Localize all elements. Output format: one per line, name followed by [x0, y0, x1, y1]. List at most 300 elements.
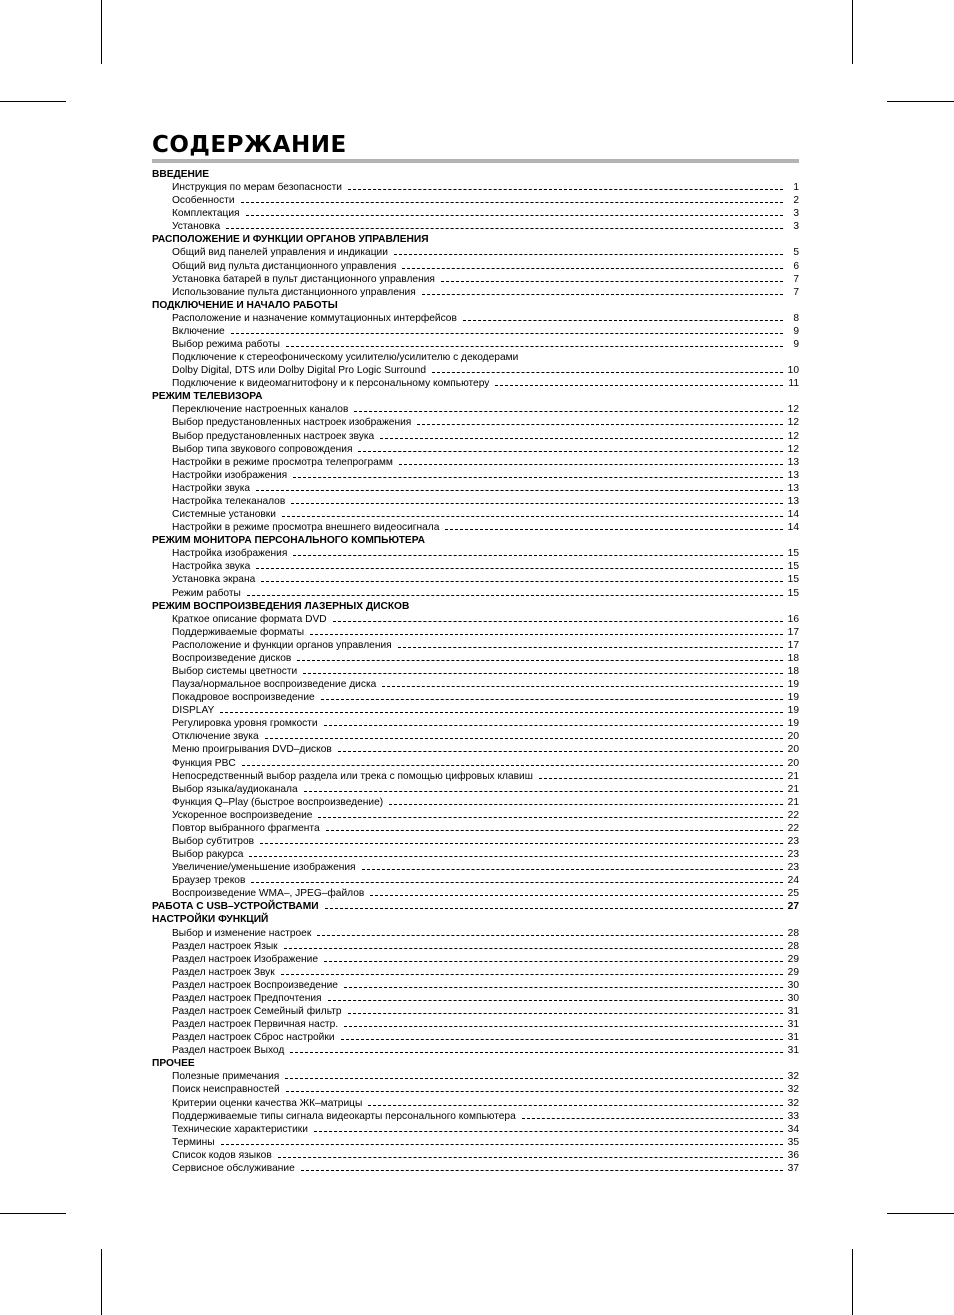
dot-leader [282, 516, 783, 517]
toc-page-number: 3 [793, 208, 799, 220]
toc-entry [152, 573, 799, 586]
toc-entry-title: Установка [172, 221, 221, 233]
toc-entry-title: Ускоренное воспроизведение [172, 809, 313, 821]
toc-page-number: 5 [793, 247, 799, 259]
toc-entry [152, 940, 799, 953]
toc-page-number: 21 [787, 796, 799, 808]
toc-entry [152, 351, 799, 364]
toc-page-number: 7 [793, 273, 799, 285]
toc-entry-title: Функция Q–Play (быстрое воспроизведение) [172, 796, 384, 808]
toc-page-number: 31 [787, 1019, 799, 1031]
toc-entry [152, 1110, 799, 1123]
toc-entry [152, 1097, 799, 1110]
dot-leader [291, 503, 783, 504]
toc-entry [152, 874, 799, 887]
toc-entry-title: Подключение к стереофоническому усилителю/усилителю с декодерами [172, 352, 519, 364]
toc-entry-title: Инструкция по мерам безопасности [172, 182, 342, 194]
toc-entry [152, 770, 799, 783]
toc-entry-title: Меню проигрывания DVD–дисков [172, 744, 332, 756]
toc-entry [152, 730, 799, 743]
toc-page-number: 32 [787, 1097, 799, 1109]
dot-leader [260, 843, 783, 844]
toc-page-number: 29 [787, 966, 799, 978]
dot-leader [242, 765, 783, 766]
toc-entry-title: Отключение звука [172, 731, 259, 743]
toc-page-number: 1 [793, 182, 799, 194]
toc-entry [152, 665, 799, 678]
toc-entry-title: Поддерживаемые форматы [172, 626, 305, 638]
toc-entry-title: Сервисное обслуживание [172, 1162, 295, 1174]
toc-entry-title: Подключение к видеомагнитофону и к персональному компьютеру [172, 378, 490, 390]
toc-page-number: 13 [787, 469, 799, 481]
dot-leader [389, 804, 783, 805]
toc-entry [152, 1149, 799, 1162]
toc-section-heading [152, 900, 799, 913]
dot-leader [286, 346, 783, 347]
toc-entry [152, 416, 799, 429]
toc-entry-title: Выбор предустановленных настроек изображения [172, 417, 412, 429]
crop-mark [101, 1249, 102, 1315]
toc-page-number: 17 [787, 639, 799, 651]
toc-entry [152, 220, 799, 233]
dot-leader [344, 1026, 783, 1027]
toc-entry [152, 953, 799, 966]
dot-leader [432, 372, 783, 373]
toc-entry-title: Раздел настроек Сброс настройки [172, 1032, 335, 1044]
toc-page-number: 32 [787, 1084, 799, 1096]
toc-section-heading [152, 600, 799, 613]
toc-entry [152, 430, 799, 443]
toc-page-number: 8 [793, 312, 799, 324]
crop-mark [0, 101, 66, 102]
toc-page-number: 15 [787, 587, 799, 599]
toc-page-number: 30 [787, 992, 799, 1004]
toc-entry [152, 966, 799, 979]
toc-page-number: 28 [787, 927, 799, 939]
toc-entry-title: Раздел настроек Первичная настр. [172, 1019, 339, 1031]
toc-entry-title: Раздел настроек Воспроизведение [172, 979, 338, 991]
toc-entry [152, 992, 799, 1005]
dot-leader [362, 869, 783, 870]
toc-page-number: 21 [787, 783, 799, 795]
toc-entry-title: Термины [172, 1136, 215, 1148]
toc-page-number: 11 [788, 378, 799, 390]
toc-entry [152, 796, 799, 809]
toc-entry [152, 469, 799, 482]
dot-leader [251, 882, 783, 883]
dot-leader [341, 1039, 783, 1040]
toc-entry-title: Установка экрана [172, 574, 256, 586]
toc-entry-title: Краткое описание формата DVD [172, 613, 327, 625]
dot-leader [304, 791, 783, 792]
toc-entry-title: Общий вид пульта дистанционного управления [172, 260, 397, 272]
dot-leader [314, 1131, 783, 1132]
dot-leader [338, 751, 783, 752]
dot-leader [463, 320, 783, 321]
toc-entry [152, 717, 799, 730]
toc-page-number: 13 [787, 456, 799, 468]
dot-leader [256, 568, 783, 569]
toc-entry-title: Выбор типа звукового сопровождения [172, 443, 353, 455]
toc-entry [152, 927, 799, 940]
toc-page-number: 14 [787, 522, 799, 534]
toc-page-number: 34 [787, 1123, 799, 1135]
toc-entry-title: Раздел настроек Предпочтения [172, 992, 322, 1004]
toc-entry [152, 338, 799, 351]
toc-entry-title: Раздел настроек Изображение [172, 953, 319, 965]
dot-leader [301, 1170, 783, 1171]
toc-entry [152, 639, 799, 652]
dot-leader [310, 634, 783, 635]
toc-entry-title: Выбор и изменение настроек [172, 927, 312, 939]
dot-leader [247, 595, 783, 596]
toc-section-heading [152, 390, 799, 403]
toc-page-number: 9 [793, 325, 799, 337]
toc-page-number: 23 [787, 862, 799, 874]
dot-leader [324, 961, 783, 962]
toc-section-heading [152, 1057, 799, 1070]
toc-page-number: 17 [787, 626, 799, 638]
toc-entry-title: Технические характеристики [172, 1123, 308, 1135]
toc-entry-title: Выбор предустановленных настроек звука [172, 430, 375, 442]
dot-leader [328, 1000, 783, 1001]
dot-leader [324, 725, 783, 726]
dot-leader [348, 189, 783, 190]
dot-leader [321, 699, 783, 700]
toc-entry [152, 1070, 799, 1083]
toc-entry [152, 1005, 799, 1018]
toc-entry-title: Регулировка уровня громкости [172, 718, 318, 730]
toc-page-number: 19 [787, 705, 799, 717]
toc-entry-title: Непосредственный выбор раздела или трека с помощью цифровых клавиш [172, 770, 533, 782]
toc-page-number: 23 [787, 849, 799, 861]
toc-page-number: 3 [793, 221, 799, 233]
toc-entry-title: Пауза/нормальное воспроизведение диска [172, 679, 377, 691]
dot-leader [265, 738, 783, 739]
toc-entry [152, 783, 799, 796]
toc-entry [152, 587, 799, 600]
toc-entry [152, 273, 799, 286]
toc-entry-title: Настройка телеканалов [172, 495, 286, 507]
dot-leader [285, 1078, 783, 1079]
toc-entry [152, 443, 799, 456]
toc-entry-title: Режим работы [172, 587, 241, 599]
toc-entry-title: Повтор выбранного фрагмента [172, 822, 320, 834]
toc-section-heading [152, 299, 799, 312]
toc-entry-title: НАСТРОЙКИ ФУНКЦИЙ [152, 914, 269, 926]
toc-entry-title: Настройки в режиме просмотра телепрограмм [172, 456, 393, 468]
toc-entry [152, 246, 799, 259]
dot-leader [221, 1144, 783, 1145]
toc-entry-title: Комплектация [172, 208, 240, 220]
toc-page-number: 15 [787, 548, 799, 560]
table-of-contents [152, 168, 799, 1175]
toc-page-number: 31 [787, 1045, 799, 1057]
toc-page-number: 21 [787, 770, 799, 782]
toc-entry-title: РЕЖИМ ВОСПРОИЗВЕДЕНИЯ ЛАЗЕРНЫХ ДИСКОВ [152, 600, 410, 612]
toc-page-number: 15 [787, 561, 799, 573]
dot-leader [398, 647, 783, 648]
dot-leader [290, 1052, 783, 1053]
crop-mark [0, 1213, 66, 1214]
toc-entry [152, 979, 799, 992]
toc-page-number: 31 [787, 1006, 799, 1017]
toc-page-number: 13 [787, 482, 799, 494]
toc-page-number: 20 [787, 731, 799, 743]
toc-entry-title: Покадровое воспроизведение [172, 692, 315, 704]
toc-entry [152, 861, 799, 874]
toc-entry [152, 364, 799, 377]
toc-entry [152, 495, 799, 508]
toc-entry-title: Раздел настроек Выход [172, 1045, 285, 1057]
toc-page-number: 9 [793, 339, 799, 351]
dot-leader [522, 1118, 783, 1119]
toc-entry-title: ВВЕДЕНИЕ [152, 169, 210, 180]
toc-entry [152, 312, 799, 325]
dot-leader [344, 987, 783, 988]
crop-mark [852, 1249, 853, 1315]
toc-page-number: 6 [793, 260, 799, 272]
toc-entry [152, 403, 799, 416]
toc-page-number: 19 [787, 718, 799, 730]
crop-mark [887, 101, 954, 102]
toc-page-number: 12 [787, 430, 799, 442]
toc-entry-title: Системные установки [172, 509, 276, 521]
toc-entry-title: Dolby Digital, DTS или Dolby Digital Pro Logic Surround [172, 365, 427, 377]
toc-entry [152, 1123, 799, 1136]
dot-leader [241, 202, 783, 203]
toc-entry [152, 809, 799, 822]
toc-entry-title: Расположение и назначение коммутационных интерфейсов [172, 312, 457, 324]
dot-leader [394, 254, 783, 255]
title-underline [152, 159, 799, 163]
toc-page-number: 23 [787, 835, 799, 847]
dot-leader [382, 686, 783, 687]
dot-leader [246, 215, 783, 216]
toc-entry [152, 456, 799, 469]
dot-leader [261, 581, 783, 582]
toc-entry-title: Выбор режима работы [172, 339, 280, 351]
toc-page-number: 2 [793, 195, 799, 207]
toc-entry-title: Список кодов языков [172, 1149, 272, 1161]
dot-leader [348, 1013, 783, 1014]
toc-entry-title: Функция PBC [172, 757, 236, 769]
dot-leader [441, 281, 783, 282]
toc-page-number: 13 [787, 495, 799, 507]
toc-page-number: 22 [787, 822, 799, 834]
toc-entry-title: Настройка изображения [172, 548, 288, 560]
toc-page-number: 14 [787, 509, 799, 521]
toc-entry-title: Раздел настроек Язык [172, 940, 278, 952]
dot-leader [495, 385, 783, 386]
toc-section-heading [152, 913, 799, 926]
toc-entry-title: РЕЖИМ МОНИТОРА ПЕРСОНАЛЬНОГО КОМПЬЮТЕРА [152, 535, 425, 547]
toc-entry [152, 757, 799, 770]
dot-leader [402, 268, 783, 269]
toc-section-heading [152, 168, 799, 181]
toc-page-number: 15 [787, 574, 799, 586]
toc-entry [152, 325, 799, 338]
toc-entry [152, 691, 799, 704]
toc-page-number: 31 [787, 1032, 799, 1044]
toc-entry-title: ПРОЧЕЕ [152, 1058, 195, 1070]
toc-entry-title: Настройки звука [172, 482, 251, 494]
toc-entry [152, 547, 799, 560]
toc-page-number: 19 [787, 679, 799, 691]
toc-entry-title: Увеличение/уменьшение изображения [172, 862, 356, 874]
dot-leader [281, 974, 783, 975]
toc-page-number: 27 [787, 901, 799, 913]
dot-leader [249, 856, 783, 857]
dot-leader [333, 621, 783, 622]
toc-entry [152, 1083, 799, 1096]
dot-leader [226, 228, 783, 229]
toc-entry [152, 1044, 799, 1057]
dot-leader [293, 555, 783, 556]
toc-page-number: 25 [787, 888, 799, 900]
dot-leader [422, 294, 783, 295]
toc-page-number: 20 [787, 744, 799, 756]
toc-entry [152, 482, 799, 495]
toc-entry-title: Браузер треков [172, 875, 246, 887]
toc-page-number: 18 [787, 665, 799, 677]
toc-entry-title: Общий вид панелей управления и индикации [172, 247, 388, 259]
toc-entry [152, 1031, 799, 1044]
dot-leader [399, 464, 783, 465]
toc-entry [152, 194, 799, 207]
toc-page-number: 18 [787, 652, 799, 664]
dot-leader [293, 477, 783, 478]
toc-entry [152, 887, 799, 900]
toc-entry [152, 286, 799, 299]
dot-leader [286, 1091, 783, 1092]
toc-entry-title: Настройки изображения [172, 469, 288, 481]
toc-entry-title: Расположение и функции органов управления [172, 639, 392, 651]
toc-page-number: 33 [787, 1110, 799, 1122]
dot-leader [354, 411, 783, 412]
toc-page-number: 30 [787, 979, 799, 991]
dot-leader [368, 1105, 783, 1106]
toc-page-number: 16 [787, 613, 799, 625]
toc-entry-title: РАБОТА С USB–УСТРОЙСТВАМИ [152, 901, 319, 913]
toc-entry [152, 678, 799, 691]
toc-entry-title: Критерии оценки качества ЖК–матрицы [172, 1097, 363, 1109]
crop-mark [101, 0, 102, 64]
toc-page-number: 12 [787, 404, 799, 416]
toc-entry [152, 1162, 799, 1175]
dot-leader [317, 935, 783, 936]
toc-entry-title: Особенности [172, 195, 235, 207]
toc-entry-title: Раздел настроек Семейный фильтр [172, 1006, 342, 1017]
toc-entry-title: Раздел настроек Звук [172, 966, 275, 978]
toc-page-number: 7 [793, 286, 799, 298]
toc-entry [152, 652, 799, 665]
dot-leader [220, 712, 783, 713]
toc-entry [152, 1136, 799, 1149]
dot-leader [370, 895, 783, 896]
toc-entry [152, 704, 799, 717]
toc-page-number: 12 [787, 417, 799, 429]
toc-entry-title: Поиск неисправностей [172, 1084, 280, 1096]
toc-entry-title: Настройка звука [172, 561, 251, 573]
toc-page-number: 32 [787, 1071, 799, 1083]
toc-entry [152, 521, 799, 534]
dot-leader [380, 438, 783, 439]
toc-page-number: 24 [787, 875, 799, 887]
dot-leader [256, 490, 783, 491]
toc-page-number: 20 [787, 757, 799, 769]
toc-entry-title: Выбор субтитров [172, 835, 255, 847]
crop-mark [887, 1213, 954, 1214]
toc-entry-title: Воспроизведение дисков [172, 652, 292, 664]
toc-entry-title: Настройки в режиме просмотра внешнего видеосигнала [172, 522, 440, 534]
toc-entry-title: DISPLAY [172, 705, 215, 717]
dot-leader [303, 673, 783, 674]
toc-page-number: 22 [787, 809, 799, 821]
toc-entry-title: Выбор ракурса [172, 849, 244, 861]
toc-entry-title: Воспроизведение WMA–, JPEG–файлов [172, 888, 365, 900]
toc-entry [152, 560, 799, 573]
toc-entry [152, 508, 799, 521]
toc-entry-title: Установка батарей в пульт дистанционного управления [172, 273, 435, 285]
dot-leader [284, 948, 783, 949]
toc-entry-title: РЕЖИМ ТЕЛЕВИЗОРА [152, 391, 263, 403]
toc-page-number: 35 [787, 1136, 799, 1148]
toc-entry-title: Выбор системы цветности [172, 665, 298, 677]
dot-leader [297, 660, 783, 661]
toc-entry [152, 613, 799, 626]
toc-entry-title: Использование пульта дистанционного управления [172, 286, 416, 298]
toc-entry-title: Переключение настроенных каналов [172, 404, 349, 416]
dot-leader [318, 817, 783, 818]
toc-entry [152, 181, 799, 194]
toc-entry-title: Выбор языка/аудиоканала [172, 783, 298, 795]
toc-entry-title: Поддерживаемые типы сигнала видеокарты персонального компьютера [172, 1110, 516, 1122]
toc-page-number: 12 [787, 443, 799, 455]
dot-leader [358, 451, 783, 452]
toc-page-number: 19 [787, 692, 799, 704]
toc-entry [152, 1018, 799, 1031]
page-title: СОДЕРЖАНИЕ [152, 132, 347, 158]
toc-page-number: 10 [787, 365, 799, 377]
toc-entry [152, 377, 799, 390]
toc-entry [152, 743, 799, 756]
toc-page-number: 36 [787, 1149, 799, 1161]
dot-leader [445, 529, 783, 530]
toc-entry [152, 207, 799, 220]
crop-mark [852, 0, 853, 64]
dot-leader [417, 424, 783, 425]
toc-entry [152, 626, 799, 639]
toc-entry-title: Полезные примечания [172, 1071, 280, 1083]
toc-section-heading [152, 233, 799, 246]
toc-entry [152, 848, 799, 861]
toc-entry-title: Включение [172, 325, 225, 337]
dot-leader [231, 333, 783, 334]
toc-entry [152, 822, 799, 835]
dot-leader [325, 908, 783, 909]
toc-page-number: 29 [787, 953, 799, 965]
toc-page-number: 28 [787, 940, 799, 952]
dot-leader [278, 1157, 783, 1158]
toc-entry-title: ПОДКЛЮЧЕНИЕ И НАЧАЛО РАБОТЫ [152, 299, 338, 311]
dot-leader [539, 778, 783, 779]
toc-entry [152, 260, 799, 273]
toc-page-number: 37 [787, 1162, 799, 1174]
dot-leader [326, 830, 783, 831]
toc-entry [152, 835, 799, 848]
toc-entry-title: РАСПОЛОЖЕНИЕ И ФУНКЦИИ ОРГАНОВ УПРАВЛЕНИЯ [152, 234, 429, 246]
